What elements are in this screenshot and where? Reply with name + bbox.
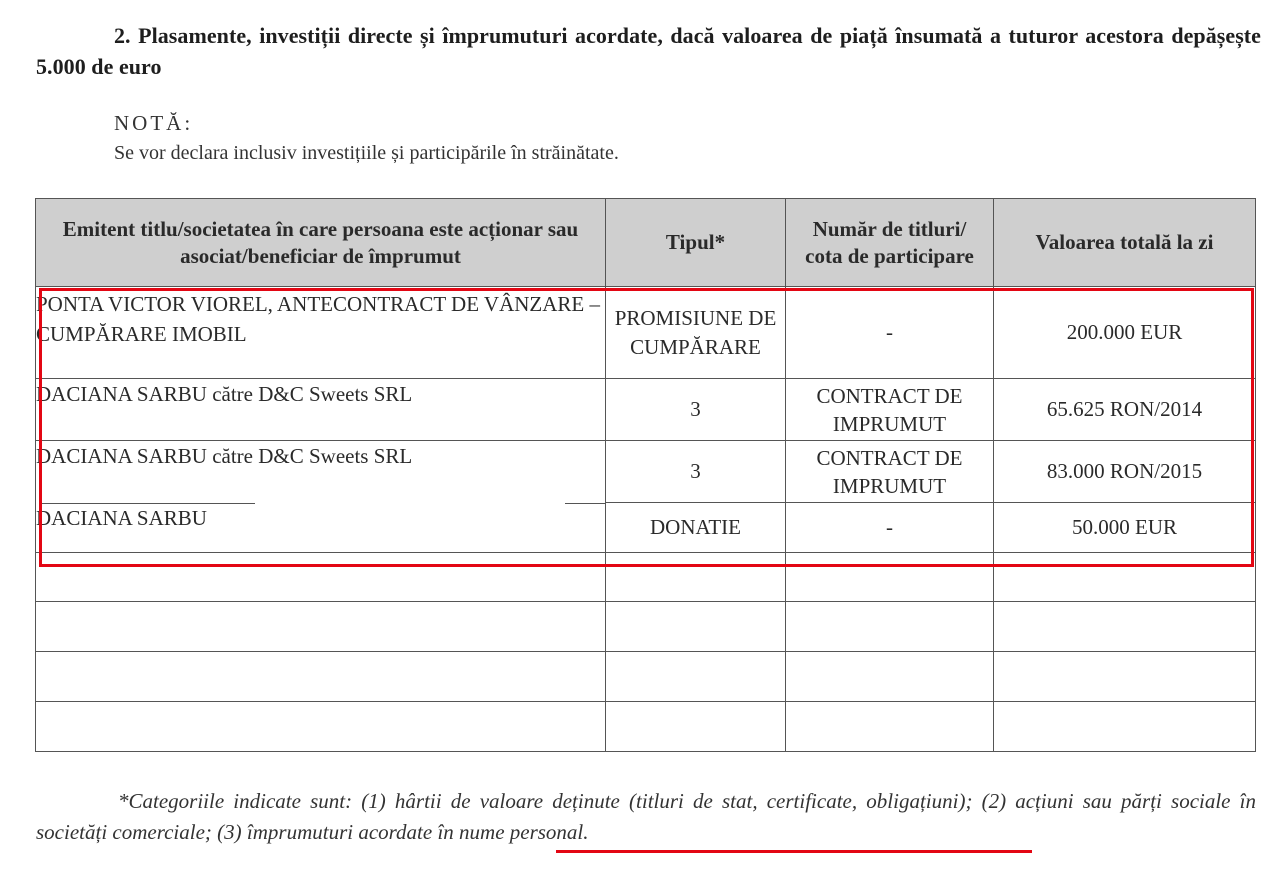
header-valoare-totala: Valoarea totală la zi xyxy=(994,199,1256,287)
cell-numar: - xyxy=(786,503,994,553)
empty-row xyxy=(36,652,1256,702)
empty-row xyxy=(36,602,1256,652)
red-underline xyxy=(556,850,1032,853)
cell-emitent: DACIANA SARBU xyxy=(36,503,606,553)
cell-valoare: 65.625 RON/2014 xyxy=(994,379,1256,441)
nota-label: NOTĂ: xyxy=(114,111,194,135)
empty-row xyxy=(36,553,1256,602)
partial-row-divider-left xyxy=(40,503,255,504)
cell-emitent: DACIANA SARBU către D&C Sweets SRL xyxy=(36,379,606,441)
section-heading: 2. Plasamente, investiții directe și împrumuturi acordate, dacă valoarea de piață însumată a tuturor acestora depășește 5.000 de euro xyxy=(36,23,1261,79)
partial-row-divider-right xyxy=(565,503,606,504)
empty-row xyxy=(36,702,1256,752)
header-numar-titluri: Număr de titluri/ cota de participare xyxy=(786,199,994,287)
nota-text: Se vor declara inclusiv investițiile și participările în străinătate. xyxy=(114,142,619,164)
footnote: *Categoriile indicate sunt: (1) hârtii de valoare deținute (titluri de stat, certificate, obligațiuni); (2) acțiuni sau părți sociale în societăți comerciale; (3) împrumuturi acordate în nume personal. xyxy=(36,789,1256,844)
table-header-row xyxy=(36,199,1256,287)
cell-numar: CONTRACT DE IMPRUMUT xyxy=(786,441,994,503)
cell-valoare: 83.000 RON/2015 xyxy=(994,441,1256,503)
investments-table xyxy=(35,198,1256,752)
cell-tipul: PROMISIUNE DE CUMPĂRARE xyxy=(606,287,786,379)
cell-emitent: DACIANA SARBU către D&C Sweets SRL xyxy=(36,441,606,503)
cell-numar: - xyxy=(786,287,994,379)
cell-tipul: 3 xyxy=(606,441,786,503)
cell-valoare: 50.000 EUR xyxy=(994,503,1256,553)
cell-tipul: 3 xyxy=(606,379,786,441)
cell-emitent: PONTA VICTOR VIOREL, ANTECONTRACT DE VÂNZARE – CUMPĂRARE IMOBIL xyxy=(36,287,606,379)
cell-numar: CONTRACT DE IMPRUMUT xyxy=(786,379,994,441)
table-row xyxy=(36,287,1256,379)
table-row xyxy=(36,379,1256,441)
header-emitent: Emitent titlu/societatea în care persoana este acționar sau asociat/beneficiar de împrumut xyxy=(36,199,606,287)
table-row xyxy=(36,441,1256,503)
header-tipul: Tipul* xyxy=(606,199,786,287)
cell-valoare: 200.000 EUR xyxy=(994,287,1256,379)
cell-tipul: DONATIE xyxy=(606,503,786,553)
table-row xyxy=(36,503,1256,553)
